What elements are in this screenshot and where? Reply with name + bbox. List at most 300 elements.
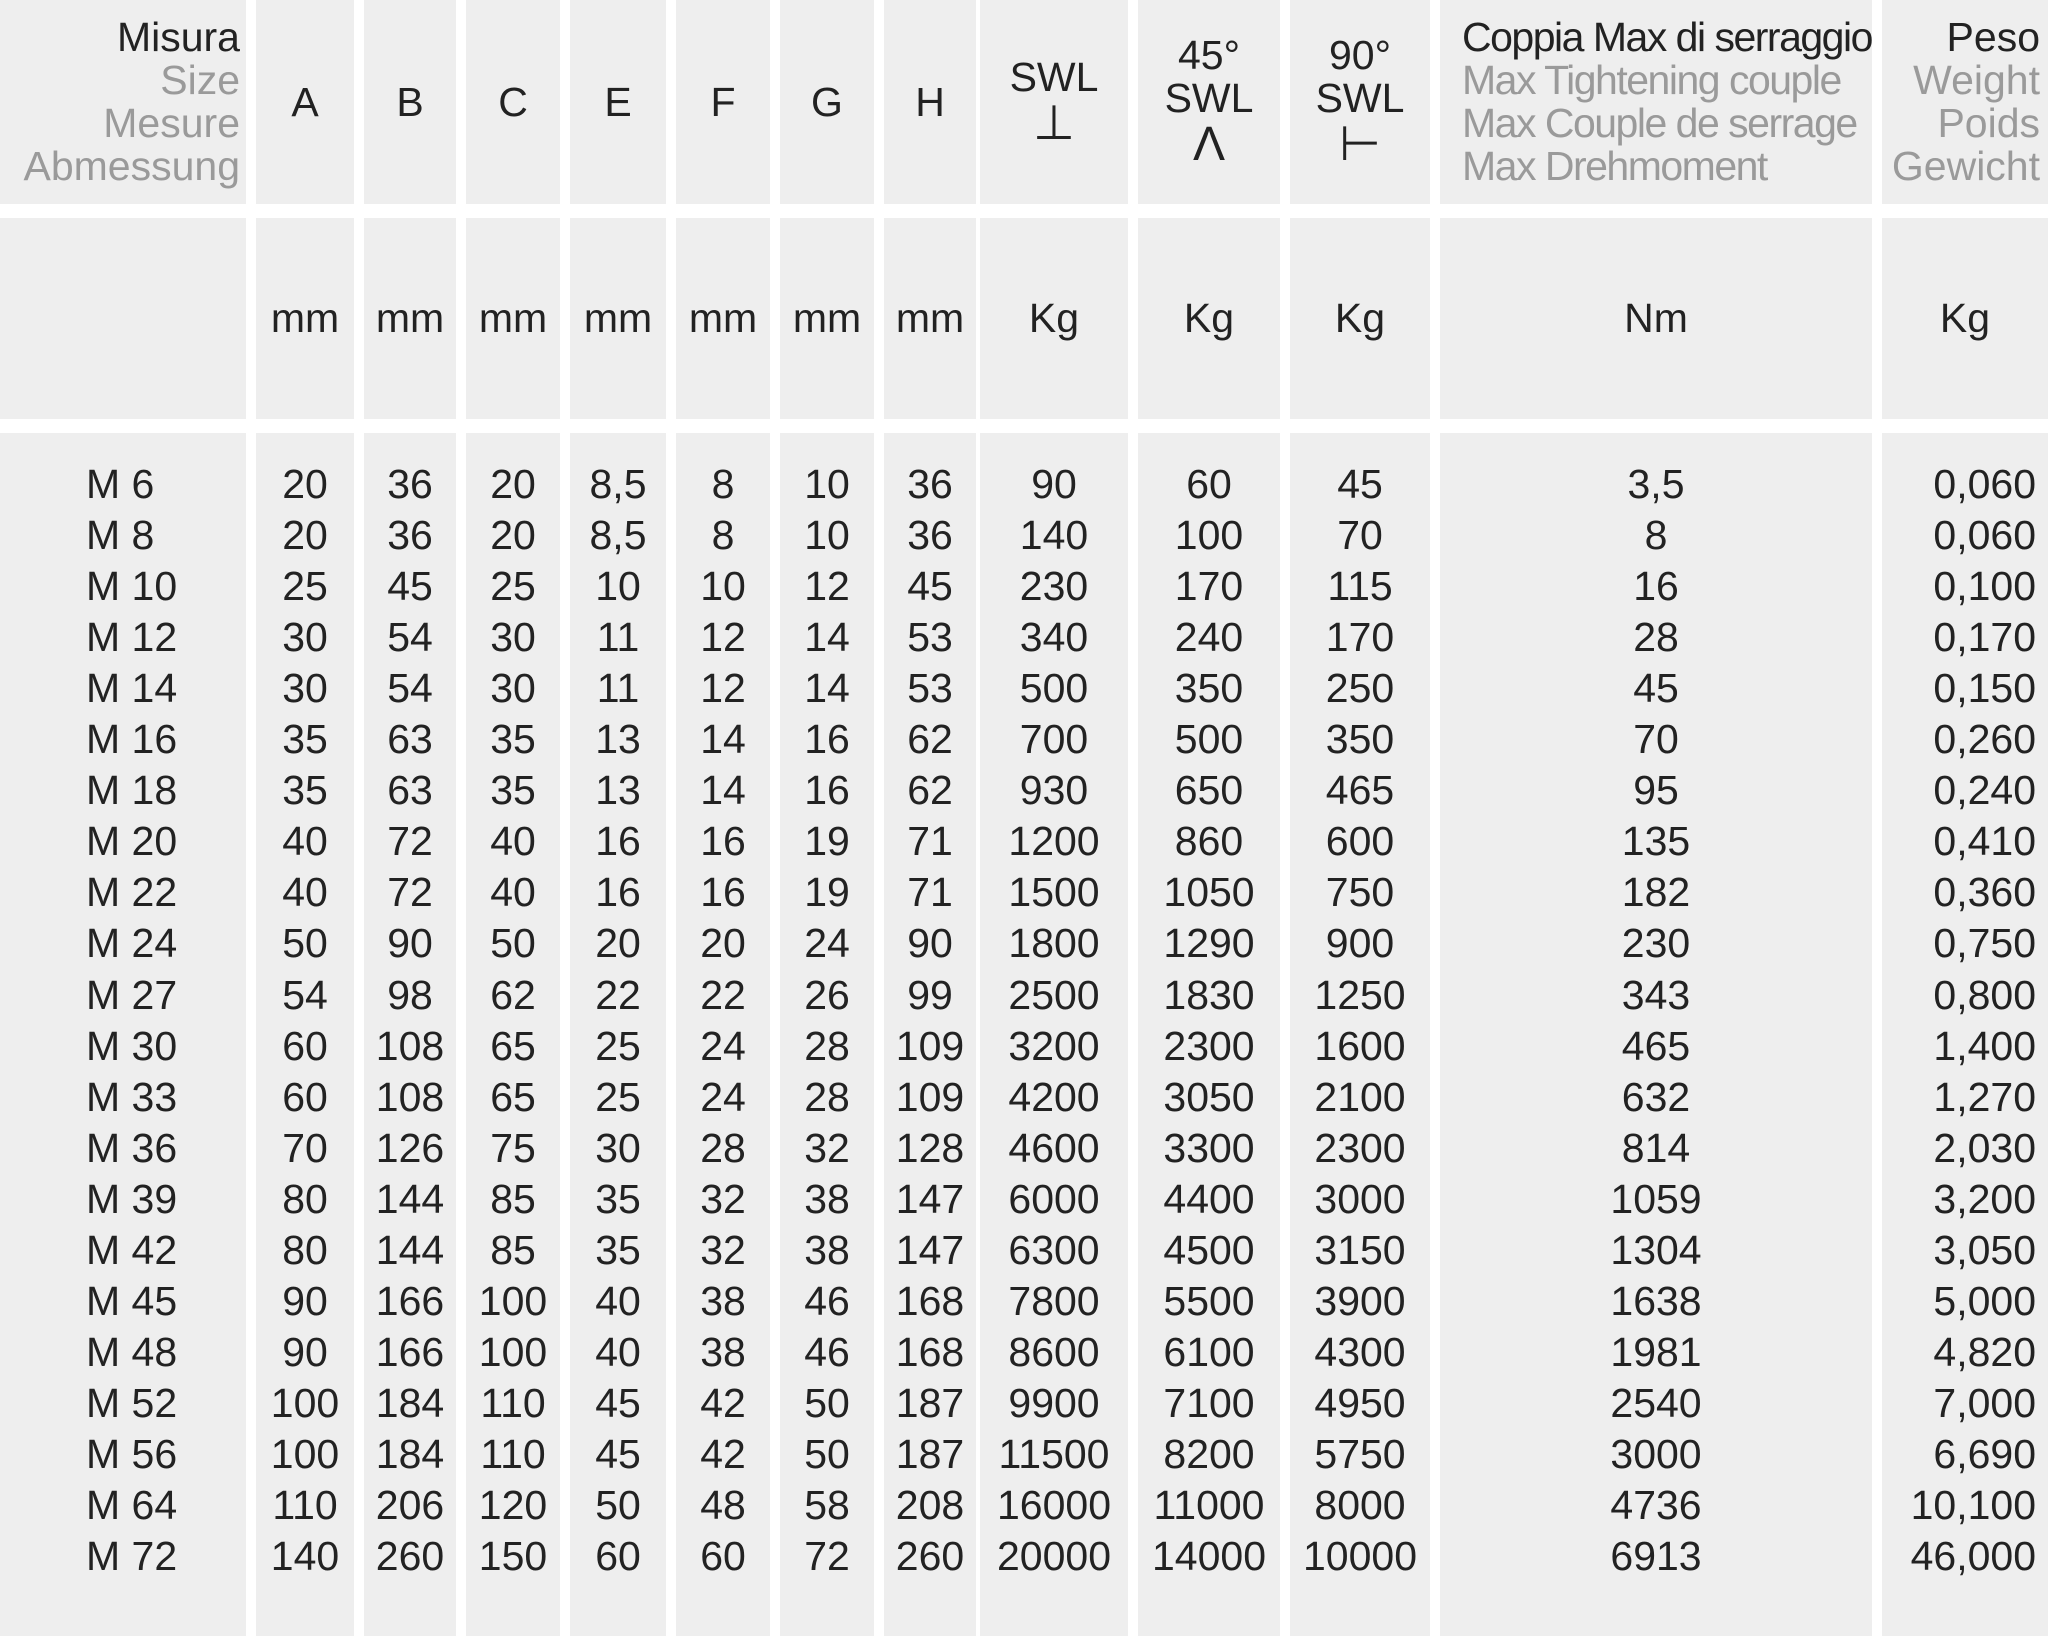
table-cell: 40 bbox=[282, 869, 328, 916]
column-e bbox=[570, 0, 666, 1636]
table-cell: 16 bbox=[1633, 563, 1679, 610]
table-cell: 465 bbox=[1621, 1022, 1691, 1069]
table-cell: 140 bbox=[1019, 512, 1089, 559]
table-cell: 38 bbox=[804, 1226, 850, 1273]
table-cell: 170 bbox=[1174, 563, 1244, 610]
column-a bbox=[256, 0, 354, 1636]
table-cell: 4500 bbox=[1163, 1226, 1255, 1273]
table-cell: 500 bbox=[1019, 665, 1089, 712]
table-cell: 19 bbox=[804, 869, 850, 916]
table-cell: 1050 bbox=[1163, 869, 1255, 916]
angled-sling-icon: Λ bbox=[1192, 118, 1226, 171]
table-cell: 0,060 bbox=[1933, 461, 2036, 507]
header-h: H bbox=[915, 78, 945, 125]
table-cell: 70 bbox=[1337, 512, 1383, 559]
swl-label: SWL bbox=[1009, 53, 1099, 100]
table-cell: 750 bbox=[1325, 869, 1395, 916]
table-cell: 30 bbox=[595, 1124, 641, 1171]
table-cell: 1200 bbox=[1008, 818, 1100, 865]
table-cell: 1830 bbox=[1163, 971, 1255, 1018]
table-cell: 25 bbox=[490, 563, 536, 610]
table-cell: 58 bbox=[804, 1482, 850, 1528]
column-torque bbox=[1440, 0, 1872, 1636]
table-cell: 60 bbox=[282, 1073, 328, 1120]
table-cell: 144 bbox=[375, 1175, 445, 1222]
table-cell: 10 bbox=[595, 563, 641, 610]
size-cell: M 18 bbox=[86, 767, 178, 814]
table-cell: 340 bbox=[1019, 614, 1089, 661]
table-cell: 4600 bbox=[1008, 1124, 1100, 1171]
table-cell: 38 bbox=[700, 1328, 746, 1375]
table-cell: 230 bbox=[1621, 920, 1691, 967]
weight-header bbox=[1882, 0, 2048, 204]
table-cell: 5500 bbox=[1163, 1277, 1255, 1324]
table-cell: 110 bbox=[480, 1379, 546, 1426]
table-cell: 2540 bbox=[1610, 1379, 1702, 1426]
table-cell: 110 bbox=[272, 1482, 338, 1528]
side-load-icon: ⊢ bbox=[1339, 118, 1381, 171]
table-cell: 109 bbox=[895, 1022, 965, 1069]
table-cell: 35 bbox=[282, 716, 328, 763]
table-cell: 80 bbox=[282, 1226, 328, 1273]
table-cell: 35 bbox=[490, 716, 536, 763]
table-cell: 0,360 bbox=[1933, 869, 2036, 916]
table-cell: 42 bbox=[700, 1379, 746, 1426]
table-cell: 632 bbox=[1621, 1073, 1691, 1120]
size-cell: M 20 bbox=[86, 818, 178, 865]
table-cell: 8,5 bbox=[589, 461, 647, 507]
table-cell: 8200 bbox=[1163, 1430, 1255, 1477]
table-cell: 4950 bbox=[1314, 1379, 1406, 1426]
table-cell: 2300 bbox=[1314, 1124, 1406, 1171]
table-cell: 12 bbox=[700, 665, 746, 712]
table-cell: 54 bbox=[387, 665, 433, 712]
table-cell: 16 bbox=[595, 818, 641, 865]
size-header bbox=[0, 0, 246, 204]
unit-swl-90: Kg bbox=[1334, 295, 1386, 341]
table-cell: 70 bbox=[282, 1124, 328, 1171]
table-cell: 0,800 bbox=[1933, 971, 2036, 1018]
table-cell: 10 bbox=[804, 461, 850, 507]
table-cell: 184 bbox=[375, 1430, 445, 1477]
weight-header-de: Gewicht bbox=[1891, 143, 2040, 189]
table-cell: 128 bbox=[895, 1124, 965, 1171]
table-cell: 100 bbox=[270, 1379, 340, 1426]
table-cell: 60 bbox=[700, 1533, 746, 1580]
table-cell: 166 bbox=[375, 1328, 445, 1375]
size-cell: M 30 bbox=[86, 1022, 178, 1069]
swl-angle-label: 90° bbox=[1328, 32, 1391, 78]
table-cell: 900 bbox=[1325, 920, 1395, 967]
table-cell: 8000 bbox=[1314, 1482, 1406, 1528]
table-cell: 90 bbox=[1031, 461, 1077, 507]
table-cell: 2500 bbox=[1008, 971, 1100, 1018]
unit-b: mm bbox=[375, 295, 445, 341]
table-cell: 90 bbox=[907, 920, 953, 967]
table-cell: 20 bbox=[282, 512, 328, 559]
table-cell: 0,750 bbox=[1933, 920, 2036, 967]
table-cell: 62 bbox=[907, 716, 953, 763]
table-cell: 6913 bbox=[1610, 1533, 1702, 1580]
header-swl-45 bbox=[1138, 0, 1280, 204]
perpendicular-icon: ⊥ bbox=[1033, 96, 1075, 150]
size-cell: M 52 bbox=[86, 1379, 178, 1426]
table-cell: 108 bbox=[375, 1073, 445, 1120]
table-cell: 72 bbox=[387, 818, 433, 865]
table-cell: 1304 bbox=[1610, 1226, 1702, 1273]
unit-c: mm bbox=[478, 295, 548, 341]
size-cell: M 10 bbox=[86, 563, 178, 610]
table-cell: 70 bbox=[1633, 716, 1679, 763]
table-cell: 50 bbox=[595, 1482, 641, 1528]
table-cell: 36 bbox=[387, 512, 433, 559]
table-cell: 16 bbox=[700, 818, 746, 865]
weight-header-it: Peso bbox=[1946, 14, 2040, 60]
torque-header-fr: Max Couple de serrage bbox=[1462, 100, 1857, 146]
table-cell: 6000 bbox=[1008, 1175, 1100, 1222]
swl-label: SWL bbox=[1164, 75, 1254, 121]
size-cell: M 33 bbox=[86, 1073, 178, 1120]
table-cell: 26 bbox=[804, 971, 850, 1018]
table-cell: 2,030 bbox=[1933, 1124, 2036, 1171]
table-cell: 30 bbox=[490, 614, 536, 661]
torque-header-it: Coppia Max di serraggio bbox=[1462, 14, 1872, 60]
table-cell: 1,400 bbox=[1933, 1022, 2036, 1069]
table-cell: 80 bbox=[282, 1175, 328, 1222]
table-cell: 22 bbox=[700, 971, 746, 1018]
unit-h: mm bbox=[895, 295, 965, 341]
table-cell: 465 bbox=[1325, 767, 1395, 814]
table-cell: 36 bbox=[387, 461, 433, 507]
table-cell: 115 bbox=[1327, 563, 1393, 610]
table-cell: 98 bbox=[387, 971, 433, 1018]
table-cell: 28 bbox=[700, 1124, 746, 1171]
table-cell: 3,5 bbox=[1627, 461, 1685, 507]
table-cell: 99 bbox=[907, 971, 953, 1018]
column-g bbox=[780, 0, 874, 1636]
table-cell: 10 bbox=[804, 512, 850, 559]
table-cell: 20 bbox=[490, 512, 536, 559]
table-cell: 95 bbox=[1633, 767, 1679, 814]
table-cell: 46 bbox=[804, 1277, 850, 1324]
header-f: F bbox=[710, 78, 736, 125]
unit-f: mm bbox=[688, 295, 758, 341]
header-swl-vertical bbox=[980, 0, 1128, 204]
table-cell: 16000 bbox=[996, 1482, 1111, 1528]
table-cell: 5,000 bbox=[1933, 1277, 2036, 1324]
table-cell: 36 bbox=[907, 461, 953, 507]
unit-a: mm bbox=[270, 295, 340, 341]
header-a: A bbox=[291, 78, 319, 125]
torque-header-de: Max Drehmoment bbox=[1462, 143, 1767, 189]
table-cell: 30 bbox=[282, 614, 328, 661]
table-cell: 1638 bbox=[1610, 1277, 1702, 1324]
size-cell: M 39 bbox=[86, 1175, 178, 1222]
table-cell: 38 bbox=[700, 1277, 746, 1324]
table-cell: 54 bbox=[387, 614, 433, 661]
table-cell: 7800 bbox=[1008, 1277, 1100, 1324]
table-cell: 36 bbox=[907, 512, 953, 559]
table-cell: 11 bbox=[596, 665, 640, 712]
table-cell: 814 bbox=[1621, 1124, 1691, 1171]
table-cell: 28 bbox=[804, 1022, 850, 1069]
table-cell: 0,150 bbox=[1933, 665, 2036, 712]
table-cell: 40 bbox=[595, 1277, 641, 1324]
table-cell: 30 bbox=[282, 665, 328, 712]
table-cell: 260 bbox=[375, 1533, 445, 1580]
table-cell: 16 bbox=[804, 716, 850, 763]
table-cell: 10 bbox=[700, 563, 746, 610]
table-cell: 25 bbox=[282, 563, 328, 610]
table-cell: 8,5 bbox=[589, 512, 647, 559]
table-cell: 60 bbox=[282, 1022, 328, 1069]
table-cell: 170 bbox=[1325, 614, 1395, 661]
size-cell: M 6 bbox=[86, 461, 155, 507]
table-cell: 11500 bbox=[998, 1430, 1110, 1477]
table-cell: 168 bbox=[895, 1328, 965, 1375]
table-cell: 100 bbox=[478, 1277, 548, 1324]
table-cell: 45 bbox=[387, 563, 433, 610]
size-cell: M 42 bbox=[86, 1226, 178, 1273]
size-cell: M 36 bbox=[86, 1124, 178, 1171]
table-cell: 350 bbox=[1325, 716, 1395, 763]
table-cell: 3200 bbox=[1008, 1022, 1100, 1069]
size-cell: M 64 bbox=[86, 1482, 178, 1528]
table-cell: 16 bbox=[700, 869, 746, 916]
table-cell: 126 bbox=[375, 1124, 445, 1171]
table-cell: 3000 bbox=[1314, 1175, 1406, 1222]
torque-header bbox=[1440, 0, 1872, 204]
table-cell: 140 bbox=[270, 1533, 340, 1580]
table-cell: 45 bbox=[1633, 665, 1679, 712]
table-cell: 168 bbox=[895, 1277, 965, 1324]
table-cell: 4400 bbox=[1163, 1175, 1255, 1222]
table-cell: 62 bbox=[907, 767, 953, 814]
swl-angle-label: 45° bbox=[1177, 32, 1240, 78]
table-cell: 166 bbox=[375, 1277, 445, 1324]
table-cell: 6300 bbox=[1008, 1226, 1100, 1273]
table-cell: 50 bbox=[490, 920, 536, 967]
table-cell: 3050 bbox=[1163, 1073, 1255, 1120]
table-cell: 3150 bbox=[1314, 1226, 1406, 1273]
table-cell: 16 bbox=[804, 767, 850, 814]
column-c bbox=[466, 0, 560, 1636]
table-cell: 72 bbox=[804, 1533, 850, 1580]
weight-header-en: Weight bbox=[1913, 57, 2040, 103]
table-cell: 1250 bbox=[1314, 971, 1406, 1018]
table-cell: 20 bbox=[595, 920, 641, 967]
table-cell: 85 bbox=[490, 1175, 536, 1222]
table-cell: 25 bbox=[595, 1073, 641, 1120]
table-cell: 16 bbox=[595, 869, 641, 916]
table-cell: 71 bbox=[907, 869, 953, 916]
table-cell: 40 bbox=[490, 869, 536, 916]
table-cell: 90 bbox=[387, 920, 433, 967]
table-cell: 260 bbox=[895, 1533, 965, 1580]
table-cell: 35 bbox=[282, 767, 328, 814]
table-cell: 20 bbox=[282, 461, 328, 507]
table-cell: 5750 bbox=[1314, 1430, 1406, 1477]
table-cell: 8 bbox=[711, 461, 735, 507]
size-cell: M 72 bbox=[86, 1533, 178, 1580]
table-cell: 0,100 bbox=[1933, 563, 2036, 610]
table-cell: 7,000 bbox=[1933, 1379, 2036, 1426]
table-cell: 13 bbox=[595, 767, 641, 814]
table-cell: 4200 bbox=[1008, 1073, 1100, 1120]
column-swl-45 bbox=[1138, 0, 1280, 1636]
table-cell: 32 bbox=[700, 1175, 746, 1222]
unit-weight: Kg bbox=[1939, 295, 1991, 341]
table-cell: 187 bbox=[895, 1430, 965, 1477]
size-cell: M 45 bbox=[86, 1277, 178, 1324]
table-cell: 40 bbox=[490, 818, 536, 865]
table-cell: 206 bbox=[375, 1482, 445, 1528]
table-cell: 1059 bbox=[1610, 1175, 1702, 1222]
table-cell: 350 bbox=[1174, 665, 1244, 712]
table-cell: 343 bbox=[1621, 971, 1691, 1018]
table-cell: 45 bbox=[907, 563, 953, 610]
unit-swl-vertical: Kg bbox=[1028, 295, 1080, 341]
weight-header-fr: Poids bbox=[1937, 100, 2040, 146]
table-cell: 0,170 bbox=[1933, 614, 2036, 661]
table-cell: 63 bbox=[387, 767, 433, 814]
table-cell: 65 bbox=[490, 1022, 536, 1069]
table-cell: 50 bbox=[282, 920, 328, 967]
table-cell: 0,410 bbox=[1933, 818, 2036, 865]
table-cell: 40 bbox=[282, 818, 328, 865]
header-e: E bbox=[604, 78, 632, 125]
table-cell: 24 bbox=[700, 1073, 746, 1120]
table-cell: 0,240 bbox=[1933, 767, 2036, 814]
table-cell: 45 bbox=[595, 1379, 641, 1426]
table-cell: 1600 bbox=[1314, 1022, 1406, 1069]
table-cell: 20 bbox=[490, 461, 536, 507]
table-cell: 14 bbox=[700, 767, 746, 814]
table-cell: 14000 bbox=[1151, 1533, 1266, 1580]
table-cell: 109 bbox=[895, 1073, 965, 1120]
table-cell: 60 bbox=[1186, 461, 1232, 507]
table-cell: 28 bbox=[1633, 614, 1679, 661]
table-cell: 11 bbox=[596, 614, 640, 661]
table-cell: 1290 bbox=[1163, 920, 1255, 967]
unit-swl-45: Kg bbox=[1183, 295, 1235, 341]
table-cell: 72 bbox=[387, 869, 433, 916]
table-cell: 7100 bbox=[1163, 1379, 1255, 1426]
table-cell: 38 bbox=[804, 1175, 850, 1222]
table-cell: 45 bbox=[595, 1430, 641, 1477]
table-cell: 35 bbox=[595, 1226, 641, 1273]
unit-e: mm bbox=[583, 295, 653, 341]
table-cell: 30 bbox=[490, 665, 536, 712]
table-cell: 187 bbox=[895, 1379, 965, 1426]
table-cell: 3300 bbox=[1163, 1124, 1255, 1171]
column-f bbox=[676, 0, 770, 1636]
table-cell: 42 bbox=[700, 1430, 746, 1477]
table-cell: 4300 bbox=[1314, 1328, 1406, 1375]
table-cell: 22 bbox=[595, 971, 641, 1018]
table-cell: 53 bbox=[907, 665, 953, 712]
table-cell: 24 bbox=[804, 920, 850, 967]
table-cell: 40 bbox=[595, 1328, 641, 1375]
table-cell: 32 bbox=[804, 1124, 850, 1171]
table-cell: 65 bbox=[490, 1073, 536, 1120]
table-cell: 50 bbox=[804, 1379, 850, 1426]
table-cell: 700 bbox=[1019, 716, 1089, 763]
table-cell: 8600 bbox=[1008, 1328, 1100, 1375]
table-cell: 54 bbox=[282, 971, 328, 1018]
column-weight bbox=[1882, 0, 2048, 1636]
size-cell: M 56 bbox=[86, 1430, 178, 1477]
table-cell: 50 bbox=[804, 1430, 850, 1477]
table-cell: 20000 bbox=[996, 1533, 1111, 1580]
table-cell: 45 bbox=[1337, 461, 1383, 507]
table-cell: 250 bbox=[1325, 665, 1395, 712]
table-cell: 10000 bbox=[1302, 1533, 1417, 1580]
size-cell: M 8 bbox=[86, 512, 155, 559]
size-cell: M 22 bbox=[86, 869, 178, 916]
table-cell: 135 bbox=[1621, 818, 1691, 865]
size-column bbox=[0, 0, 246, 1636]
table-cell: 2100 bbox=[1314, 1073, 1406, 1120]
table-cell: 28 bbox=[804, 1073, 850, 1120]
table-cell: 150 bbox=[478, 1533, 548, 1580]
table-cell: 240 bbox=[1174, 614, 1244, 661]
table-cell: 9900 bbox=[1008, 1379, 1100, 1426]
table-cell: 19 bbox=[804, 818, 850, 865]
table-cell: 62 bbox=[490, 971, 536, 1018]
table-cell: 25 bbox=[595, 1022, 641, 1069]
header-g: G bbox=[811, 78, 843, 125]
table-cell: 4736 bbox=[1610, 1482, 1702, 1528]
column-swl-vertical bbox=[980, 0, 1128, 1636]
table-cell: 3,050 bbox=[1933, 1226, 2036, 1273]
table-cell: 100 bbox=[478, 1328, 548, 1375]
table-cell: 3900 bbox=[1314, 1277, 1406, 1324]
swl-label: SWL bbox=[1315, 75, 1405, 121]
column-b bbox=[364, 0, 456, 1636]
table-cell: 0,260 bbox=[1933, 716, 2036, 763]
table-cell: 32 bbox=[700, 1226, 746, 1273]
table-cell: 14 bbox=[804, 665, 850, 712]
table-cell: 1981 bbox=[1610, 1328, 1702, 1375]
table-cell: 120 bbox=[478, 1482, 548, 1528]
header-swl-90 bbox=[1290, 0, 1430, 204]
column-swl-90 bbox=[1290, 0, 1430, 1636]
table-cell: 1,270 bbox=[1933, 1073, 2036, 1120]
table-cell: 75 bbox=[490, 1124, 536, 1171]
size-header-de: Abmessung bbox=[23, 143, 240, 189]
table-cell: 3,200 bbox=[1933, 1175, 2036, 1222]
size-cell: M 24 bbox=[86, 920, 178, 967]
table-cell: 147 bbox=[895, 1175, 965, 1222]
table-cell: 650 bbox=[1174, 767, 1244, 814]
torque-header-en: Max Tightening couple bbox=[1462, 57, 1841, 103]
size-header-it: Misura bbox=[116, 14, 240, 60]
table-cell: 46,000 bbox=[1910, 1533, 2036, 1580]
table-cell: 48 bbox=[700, 1482, 746, 1528]
size-cell: M 16 bbox=[86, 716, 178, 763]
table-cell: 100 bbox=[1174, 512, 1244, 559]
table-cell: 144 bbox=[375, 1226, 445, 1273]
table-cell: 12 bbox=[804, 563, 850, 610]
size-header-fr: Mesure bbox=[103, 100, 240, 146]
table-cell: 3000 bbox=[1610, 1430, 1702, 1477]
table-cell: 182 bbox=[1621, 869, 1691, 916]
table-cell: 71 bbox=[907, 818, 953, 865]
table-cell: 14 bbox=[700, 716, 746, 763]
table-cell: 20 bbox=[700, 920, 746, 967]
table-cell: 53 bbox=[907, 614, 953, 661]
